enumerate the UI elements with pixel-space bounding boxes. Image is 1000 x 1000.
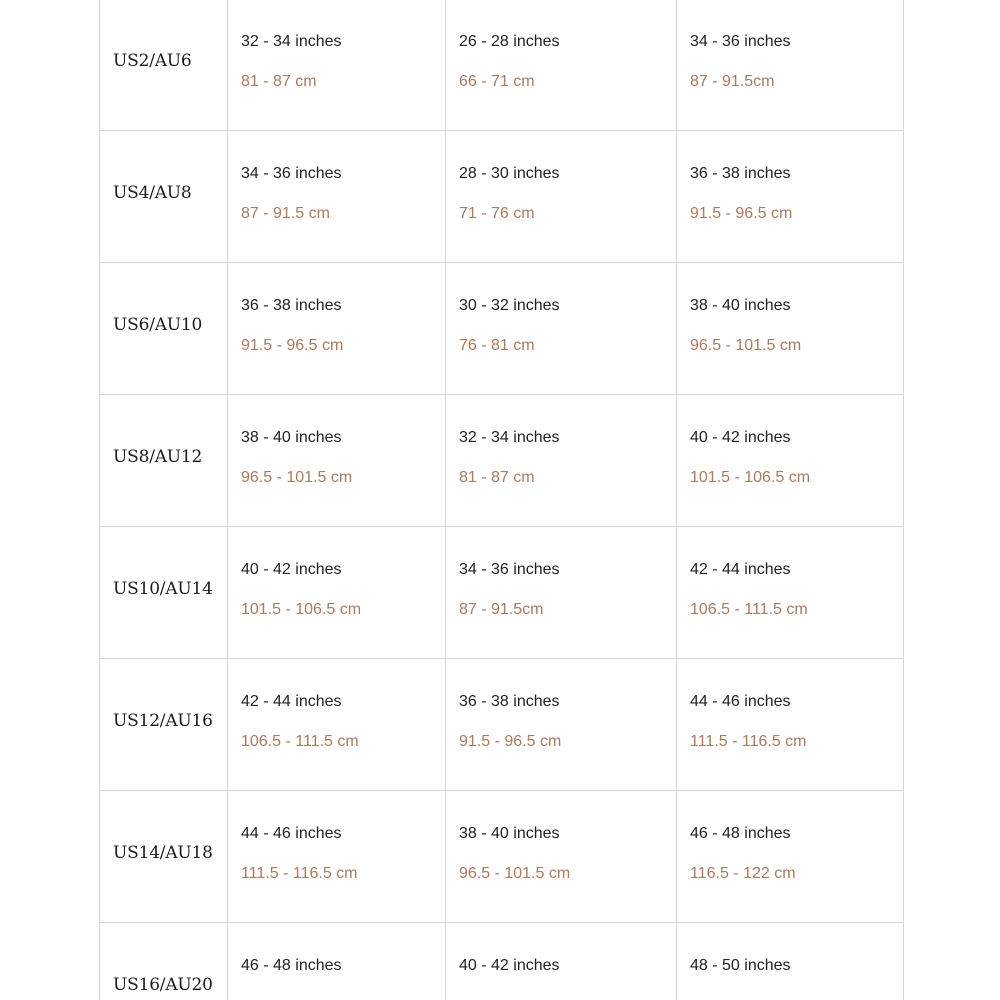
cm-value: 91.5 - 96.5 cm xyxy=(690,205,793,222)
measurement-cell xyxy=(677,923,904,1000)
size-label: US6/AU10 xyxy=(113,315,203,335)
cm-value: 96.5 - 101.5 cm xyxy=(241,469,353,486)
size-row xyxy=(100,263,904,395)
size-cell xyxy=(100,923,228,1000)
cm-value: 91.5 - 96.5 cm xyxy=(241,337,344,354)
cm-value: 106.5 - 111.5 cm xyxy=(690,601,808,618)
inches-value: 36 - 38 inches xyxy=(241,297,342,314)
inches-value: 42 - 44 inches xyxy=(690,561,791,578)
size-row xyxy=(100,791,904,923)
size-row xyxy=(100,131,904,263)
size-cell xyxy=(100,131,228,263)
cm-value: 91.5 - 96.5 cm xyxy=(459,733,562,750)
size-label: US8/AU12 xyxy=(113,447,203,467)
inches-value: 40 - 42 inches xyxy=(459,957,560,974)
size-chart-body xyxy=(100,0,904,1000)
cm-value xyxy=(228,975,445,997)
inches-value: 44 - 46 inches xyxy=(690,693,791,710)
measurement-cell xyxy=(228,659,446,791)
measurement-cell xyxy=(446,131,677,263)
cm-value: 101.5 - 106.5 cm xyxy=(690,469,811,486)
cm-value: 87 - 91.5 cm xyxy=(241,205,330,222)
cm-value: 111.5 - 116.5 cm xyxy=(690,733,807,750)
size-cell xyxy=(100,791,228,923)
cm-value: 76 - 81 cm xyxy=(459,337,535,354)
size-label: US14/AU18 xyxy=(113,843,213,863)
inches-value: 40 - 42 inches xyxy=(690,429,791,446)
size-row xyxy=(100,923,904,1000)
measurement-cell xyxy=(677,0,904,131)
inches-value: 34 - 36 inches xyxy=(690,33,791,50)
inches-value: 46 - 48 inches xyxy=(241,957,342,974)
inches-value: 44 - 46 inches xyxy=(241,825,342,842)
inches-value: 34 - 36 inches xyxy=(241,165,342,182)
measurement-cell xyxy=(228,923,446,1000)
measurement-cell xyxy=(446,923,677,1000)
measurement-cell xyxy=(446,659,677,791)
cm-value: 81 - 87 cm xyxy=(241,73,317,90)
cm-value: 116.5 - 122 cm xyxy=(690,865,796,882)
measurement-cell xyxy=(228,791,446,923)
measurement-cell xyxy=(446,791,677,923)
inches-value: 48 - 50 inches xyxy=(690,957,791,974)
cm-value: 71 - 76 cm xyxy=(459,205,535,222)
size-row xyxy=(100,0,904,131)
size-label: US10/AU14 xyxy=(113,579,213,599)
measurement-cell xyxy=(228,0,446,131)
size-chart-table xyxy=(99,0,904,1000)
measurement-cell xyxy=(677,659,904,791)
size-row xyxy=(100,659,904,791)
measurement-cell xyxy=(228,527,446,659)
measurement-cell xyxy=(677,791,904,923)
size-cell xyxy=(100,659,228,791)
size-label: US12/AU16 xyxy=(113,711,213,731)
inches-value: 40 - 42 inches xyxy=(241,561,342,578)
measurement-cell xyxy=(677,263,904,395)
cm-value: 96.5 - 101.5 cm xyxy=(690,337,802,354)
measurement-cell xyxy=(446,0,677,131)
size-label: US4/AU8 xyxy=(113,183,192,203)
cm-value: 81 - 87 cm xyxy=(459,469,535,486)
measurement-cell xyxy=(446,395,677,527)
measurement-cell xyxy=(446,263,677,395)
size-cell xyxy=(100,0,228,131)
inches-value: 32 - 34 inches xyxy=(459,429,560,446)
cm-value: 96.5 - 101.5 cm xyxy=(459,865,571,882)
inches-value: 42 - 44 inches xyxy=(241,693,342,710)
inches-value: 28 - 30 inches xyxy=(459,165,560,182)
size-label: US2/AU6 xyxy=(113,51,192,71)
size-row xyxy=(100,395,904,527)
size-cell xyxy=(100,395,228,527)
inches-value: 30 - 32 inches xyxy=(459,297,560,314)
cm-value: 101.5 - 106.5 cm xyxy=(241,601,362,618)
measurement-cell xyxy=(677,527,904,659)
inches-value: 46 - 48 inches xyxy=(690,825,791,842)
size-cell xyxy=(100,263,228,395)
inches-value: 38 - 40 inches xyxy=(459,825,560,842)
measurement-cell xyxy=(446,527,677,659)
size-row xyxy=(100,527,904,659)
cm-value: 87 - 91.5cm xyxy=(459,601,544,618)
inches-value: 32 - 34 inches xyxy=(241,33,342,50)
cm-value: 66 - 71 cm xyxy=(459,73,535,90)
cm-value: 106.5 - 111.5 cm xyxy=(241,733,359,750)
cm-value xyxy=(677,975,903,997)
cm-value: 111.5 - 116.5 cm xyxy=(241,865,358,882)
inches-value: 38 - 40 inches xyxy=(241,429,342,446)
inches-value: 38 - 40 inches xyxy=(690,297,791,314)
measurement-cell xyxy=(228,263,446,395)
measurement-cell xyxy=(228,131,446,263)
inches-value: 36 - 38 inches xyxy=(690,165,791,182)
measurement-cell xyxy=(677,395,904,527)
inches-value: 26 - 28 inches xyxy=(459,33,560,50)
inches-value: 34 - 36 inches xyxy=(459,561,560,578)
cm-value: 87 - 91.5cm xyxy=(690,73,775,90)
size-label: US16/AU20 xyxy=(113,975,213,995)
measurement-cell xyxy=(228,395,446,527)
cm-value xyxy=(446,975,676,997)
measurement-cell xyxy=(677,131,904,263)
size-cell xyxy=(100,527,228,659)
inches-value: 36 - 38 inches xyxy=(459,693,560,710)
